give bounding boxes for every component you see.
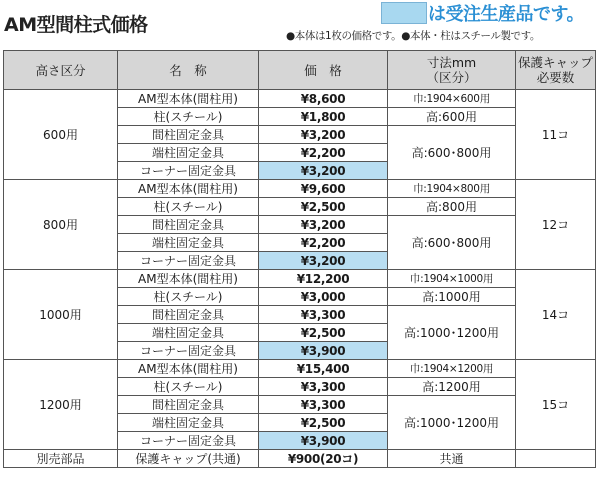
item-name: 柱(スチール): [118, 288, 259, 306]
header-caps-line2: 必要数: [536, 70, 575, 85]
table-row: [4, 180, 596, 198]
item-price: ¥3,300: [259, 306, 388, 324]
item-name: 柱(スチール): [118, 378, 259, 396]
caps-cell: 11コ: [516, 90, 596, 180]
dimension-cell: 高:1000･1200用: [388, 306, 516, 360]
table-row: [4, 90, 596, 108]
item-name: AM型本体(間柱用): [118, 360, 259, 378]
item-price: ¥2,500: [259, 198, 388, 216]
header-size: 高さ区分: [4, 51, 118, 90]
caps-cell: 15コ: [516, 360, 596, 450]
order-made-legend-text: は受注生産品です。: [428, 4, 585, 25]
item-name: AM型本体(間柱用): [118, 270, 259, 288]
item-name: コーナー固定金具: [118, 162, 259, 180]
item-name: 間柱固定金具: [118, 306, 259, 324]
dimension-cell: 巾:1904×800用: [388, 180, 516, 198]
item-name: AM型本体(間柱用): [118, 180, 259, 198]
item-price: ¥9,600: [259, 180, 388, 198]
order-made-legend-swatch: [381, 2, 427, 24]
header-caps: [516, 51, 596, 90]
dimension-cell: 巾:1904×1200用: [388, 360, 516, 378]
item-price: ¥3,300: [259, 396, 388, 414]
header-name: 名 称: [118, 51, 259, 90]
item-price: ¥12,200: [259, 270, 388, 288]
item-price-order-made: ¥3,200: [259, 162, 388, 180]
dimension-cell: 高:1200用: [388, 378, 516, 396]
item-name: 柱(スチール): [118, 108, 259, 126]
price-table: [3, 50, 596, 468]
item-name: AM型本体(間柱用): [118, 90, 259, 108]
item-price-order-made: ¥3,900: [259, 432, 388, 450]
item-price: ¥900(20コ): [259, 450, 388, 468]
header-dimensions: [388, 51, 516, 90]
dimension-cell: 高:1000･1200用: [388, 396, 516, 450]
caps-cell: 14コ: [516, 270, 596, 360]
size-cell: 別売部品: [4, 450, 118, 468]
caps-cell-empty: [516, 450, 596, 468]
header-row: [4, 51, 596, 90]
item-name: 端柱固定金具: [118, 324, 259, 342]
item-name: 端柱固定金具: [118, 414, 259, 432]
item-name: コーナー固定金具: [118, 252, 259, 270]
item-price: ¥3,300: [259, 378, 388, 396]
table-row: [4, 270, 596, 288]
dimension-cell: 共通: [388, 450, 516, 468]
price-note: ●本体は1枚の価格です。●本体・柱はスチール製です。: [286, 30, 541, 42]
item-name: 間柱固定金具: [118, 126, 259, 144]
item-price-order-made: ¥3,200: [259, 252, 388, 270]
size-cell: 800用: [4, 180, 118, 270]
table-row-separate-parts: [4, 450, 596, 468]
item-name: コーナー固定金具: [118, 432, 259, 450]
item-price: ¥15,400: [259, 360, 388, 378]
header-dimensions-line2: （区分）: [426, 70, 477, 85]
item-name: 柱(スチール): [118, 198, 259, 216]
dimension-cell: 高:600･800用: [388, 126, 516, 180]
item-price: ¥2,500: [259, 324, 388, 342]
size-cell: 1200用: [4, 360, 118, 450]
item-price: ¥3,200: [259, 216, 388, 234]
item-price: ¥2,200: [259, 144, 388, 162]
item-price: ¥1,800: [259, 108, 388, 126]
size-cell: 600用: [4, 90, 118, 180]
item-price: ¥3,000: [259, 288, 388, 306]
item-price: ¥8,600: [259, 90, 388, 108]
dimension-cell: 巾:1904×600用: [388, 90, 516, 108]
dimension-cell: 高:800用: [388, 198, 516, 216]
item-name: コーナー固定金具: [118, 342, 259, 360]
dimension-cell: 高:1000用: [388, 288, 516, 306]
size-cell: 1000用: [4, 270, 118, 360]
header-dimensions-line1: 寸法mm: [426, 55, 477, 70]
page-title: AM型間柱式価格: [4, 14, 148, 36]
item-name: 保護キャップ(共通): [118, 450, 259, 468]
item-price-order-made: ¥3,900: [259, 342, 388, 360]
dimension-cell: 高:600用: [388, 108, 516, 126]
table-row: [4, 360, 596, 378]
item-name: 端柱固定金具: [118, 234, 259, 252]
item-name: 端柱固定金具: [118, 144, 259, 162]
dimension-cell: 高:600･800用: [388, 216, 516, 270]
item-price: ¥2,500: [259, 414, 388, 432]
header-caps-line1: 保護キャップ: [517, 55, 593, 70]
dimension-cell: 巾:1904×1000用: [388, 270, 516, 288]
header-price: 価 格: [259, 51, 388, 90]
item-price: ¥2,200: [259, 234, 388, 252]
caps-cell: 12コ: [516, 180, 596, 270]
item-price: ¥3,200: [259, 126, 388, 144]
item-name: 間柱固定金具: [118, 396, 259, 414]
item-name: 間柱固定金具: [118, 216, 259, 234]
